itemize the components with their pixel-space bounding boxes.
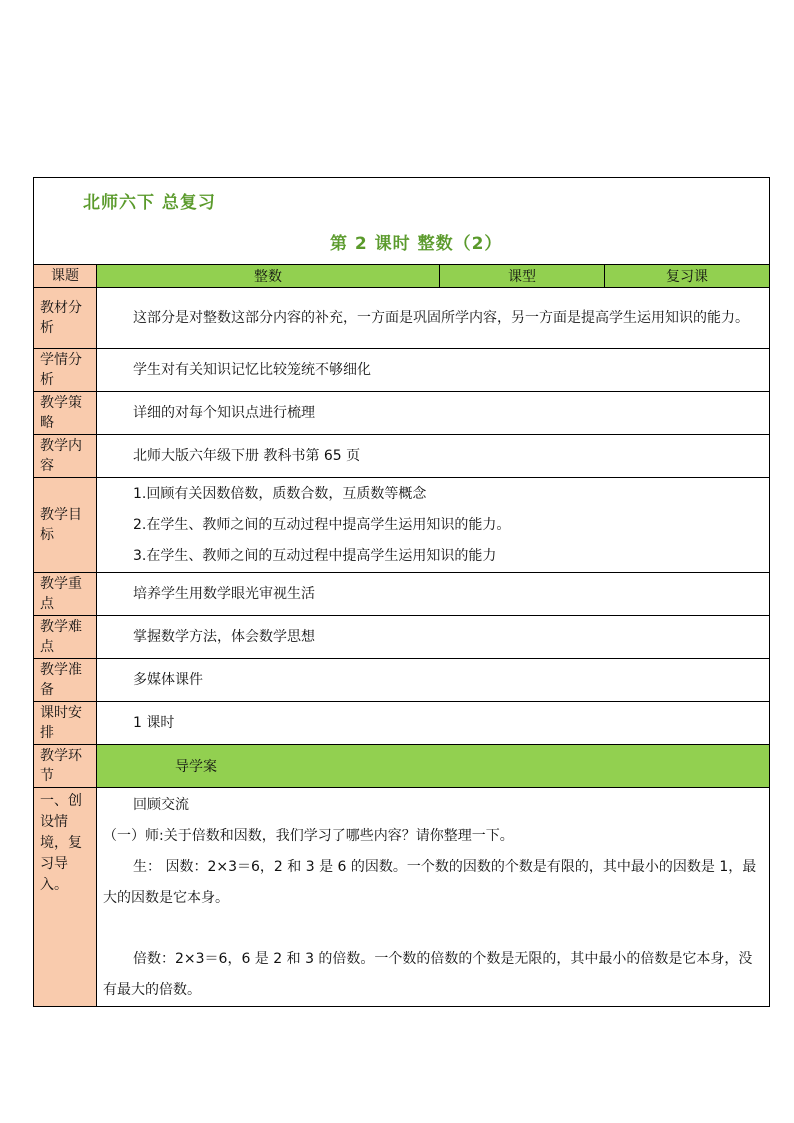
goals-list [97, 478, 770, 573]
topic-row [34, 265, 770, 288]
row-text: 学生对有关知识记忆比较笼统不够细化 [97, 349, 770, 392]
row-text: 培养学生用数学眼光审视生活 [97, 573, 770, 616]
row-label: 教学难点 [34, 616, 97, 659]
goal-item: 2.在学生、教师之间的互动过程中提高学生运用知识的能力。 [133, 516, 511, 533]
row-content [97, 288, 770, 349]
section-content [97, 788, 770, 1007]
row-label: 教学内容 [34, 435, 97, 478]
row-label: 学情分析 [34, 349, 97, 392]
row-text: 北师大版六年级下册 教科书第 65 页 [97, 435, 770, 478]
type-value: 复习课 [605, 265, 770, 288]
row-teaching-goals [34, 478, 770, 573]
topic-label: 课题 [34, 265, 97, 288]
row-teaching-stage [34, 745, 770, 788]
row-teaching-content [34, 435, 770, 478]
section-label: 一、创设情境，复习导入。 [34, 788, 97, 1007]
row-label: 教学策略 [34, 392, 97, 435]
row-preparation [34, 659, 770, 702]
row-text: 掌握数学方法，体会数学思想 [97, 616, 770, 659]
row-label: 教学目标 [34, 478, 97, 573]
lesson-plan-table [33, 177, 770, 1007]
stage-title: 导学案 [97, 745, 770, 788]
lesson-plan-sheet [33, 177, 769, 1007]
goal-item: 3.在学生、教师之间的互动过程中提高学生运用知识的能力 [133, 547, 497, 564]
row-schedule [34, 702, 770, 745]
goal-item: 1.回顾有关因数倍数，质数合数，互质数等概念 [133, 485, 427, 502]
row-student-analysis [34, 349, 770, 392]
blank-spacer [103, 914, 763, 944]
row-label: 教材分析 [34, 288, 97, 349]
row-key-points [34, 573, 770, 616]
row-text: 这部分是对整数这部分内容的补充，一方面是巩固所学内容，另一方面是提高学生运用知识的能力。 [133, 309, 749, 326]
row-label: 教学环节 [34, 745, 97, 788]
title-cell [34, 178, 770, 265]
series-title: 北师六下 总复习 [83, 193, 216, 213]
row-label: 教学重点 [34, 573, 97, 616]
row-text: 详细的对每个知识点进行梳理 [97, 392, 770, 435]
section-line: （一）师:关于倍数和因数，我们学习了哪些内容？请你整理一下。 [103, 828, 514, 844]
type-label: 课型 [440, 265, 605, 288]
lesson-title: 第 2 课时 整数（2） [330, 234, 503, 254]
title-row [34, 178, 770, 265]
row-label: 教学准备 [34, 659, 97, 702]
topic-value: 整数 [97, 265, 440, 288]
row-textbook-analysis [34, 288, 770, 349]
row-text: 1 课时 [97, 702, 770, 745]
row-label: 课时安排 [34, 702, 97, 745]
row-section-one [34, 788, 770, 1007]
row-difficult-points [34, 616, 770, 659]
section-line: 回顾交流 [133, 797, 189, 813]
section-line: 生： 因数：2×3＝6，2 和 3 是 6 的因数。一个数的因数的个数是有限的，其中最小的因数是 1，最大的因数是它本身。 [103, 859, 757, 906]
section-line: 倍数：2×3＝6，6 是 2 和 3 的倍数。一个数的倍数的个数是无限的，其中最小的倍数是它本身，没有最大的倍数。 [103, 951, 753, 998]
row-text: 多媒体课件 [97, 659, 770, 702]
row-teaching-strategy [34, 392, 770, 435]
